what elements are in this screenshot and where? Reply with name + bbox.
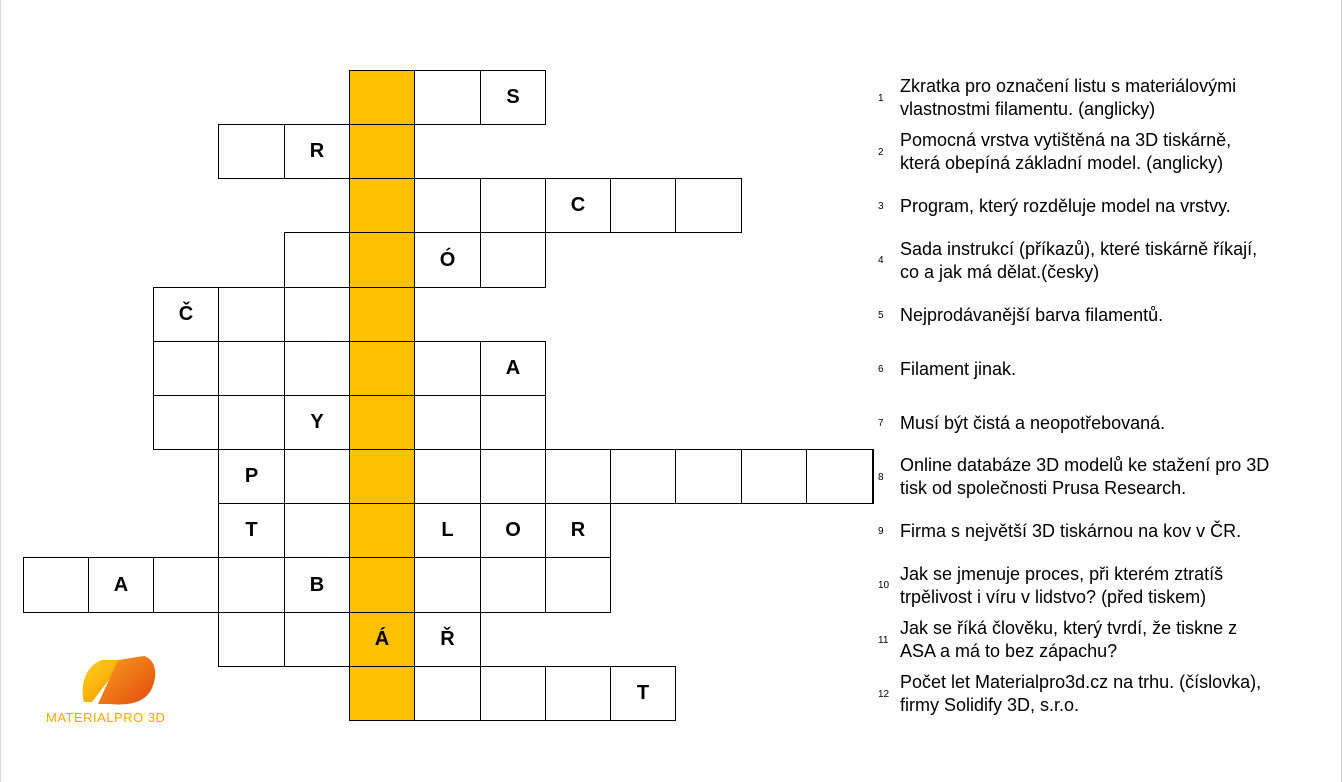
crossword-cell[interactable]	[480, 178, 546, 233]
crossword-cell[interactable]: B	[284, 557, 350, 613]
crossword-cell[interactable]	[284, 287, 350, 342]
crossword-cell[interactable]: Ó	[414, 232, 481, 288]
clue-number: 9	[878, 525, 884, 537]
clue-item	[878, 71, 1318, 125]
crossword-cell[interactable]	[414, 341, 481, 396]
clue-text: Zkratka pro označení listu s materiálovými vlastnostmi filamentu. (anglicky)	[900, 76, 1237, 119]
crossword-cell[interactable]: T	[610, 666, 676, 721]
clue-number: 4	[878, 255, 884, 266]
clue-number: 12	[878, 688, 890, 700]
crossword-cell[interactable]	[545, 557, 611, 613]
crossword-cell[interactable]	[480, 449, 546, 504]
clue-item	[878, 288, 1318, 342]
clue-item	[878, 504, 1318, 558]
clue-text: Musí být čistá a neopotřebovaná.	[900, 412, 1166, 433]
crossword-cell[interactable]: O	[480, 503, 546, 558]
crossword-cell[interactable]: L	[414, 503, 481, 558]
crossword-cell[interactable]	[872, 449, 874, 504]
clue-text: Jak se říká člověku, který tvrdí, že tiskne z ASA a má to bez zápachu?	[900, 618, 1238, 661]
crossword-cell[interactable]	[480, 395, 546, 450]
crossword-cell[interactable]	[480, 232, 546, 288]
crossword-cell[interactable]	[480, 666, 546, 721]
crossword-cell[interactable]	[741, 449, 807, 504]
crossword-cell[interactable]	[218, 557, 285, 613]
crossword-cell[interactable]: C	[545, 178, 611, 233]
crossword-cell[interactable]: A	[88, 557, 154, 613]
crossword-cell[interactable]	[414, 449, 481, 504]
clue-text: Online databáze 3D modelů ke stažení pro 3D tisk od společnosti Prusa Research.	[900, 455, 1270, 498]
crossword-cell[interactable]	[23, 557, 89, 613]
clue-item	[878, 450, 1318, 504]
crossword-cell[interactable]	[349, 70, 415, 125]
clue-text: Sada instrukcí (příkazů), které tiskárně říkají, co a jak má dělat.(česky)	[900, 238, 1258, 282]
clue-text: Firma s největší 3D tiskárnou na kov v ČR.	[900, 520, 1242, 541]
clue-item	[878, 559, 1318, 613]
crossword-cell[interactable]	[414, 666, 481, 721]
crossword-cell[interactable]	[284, 232, 350, 288]
clue-item	[878, 396, 1318, 450]
crossword-cell[interactable]: P	[218, 449, 285, 504]
crossword-cell[interactable]	[218, 287, 285, 342]
clue-number: 10	[878, 580, 890, 591]
clue-item	[878, 179, 1318, 233]
crossword-cell[interactable]	[349, 557, 415, 613]
clue-item	[878, 342, 1318, 396]
logo-mark-icon	[78, 652, 158, 708]
crossword-cell[interactable]: A	[480, 341, 546, 396]
crossword-cell[interactable]: R	[545, 503, 611, 558]
crossword-cell[interactable]: Ř	[414, 612, 481, 667]
crossword-cell[interactable]	[218, 395, 285, 450]
clue-text: Filament jinak.	[900, 358, 1017, 379]
crossword-cell[interactable]	[349, 341, 415, 396]
clue-item	[878, 667, 1318, 721]
crossword-cell[interactable]: S	[480, 70, 546, 125]
crossword-cell[interactable]	[284, 449, 350, 504]
crossword-cell[interactable]	[414, 70, 481, 125]
crossword-cell[interactable]: T	[218, 503, 285, 558]
crossword-cell[interactable]	[675, 449, 742, 504]
crossword-cell[interactable]: Y	[284, 395, 350, 450]
crossword-cell[interactable]	[545, 449, 611, 504]
crossword-cell[interactable]	[153, 395, 219, 450]
clue-number: 5	[878, 309, 884, 321]
crossword-cell[interactable]: R	[284, 124, 350, 179]
clue-item	[878, 613, 1318, 667]
crossword-cell[interactable]	[610, 178, 676, 233]
crossword-cell[interactable]	[284, 341, 350, 396]
crossword-cell[interactable]	[284, 612, 350, 667]
crossword-cell[interactable]	[610, 449, 676, 504]
logo-wordmark: MATERIALPRO 3D	[46, 710, 166, 725]
clue-text: Program, který rozděluje model na vrstvy.	[900, 195, 1231, 216]
clue-number: 1	[878, 92, 884, 104]
clue-number: 8	[878, 471, 884, 483]
crossword-cell[interactable]	[480, 557, 546, 613]
crossword-cell[interactable]	[349, 178, 415, 233]
crossword-cell[interactable]: Á	[349, 612, 415, 667]
crossword-cell[interactable]	[349, 666, 415, 721]
crossword-cell[interactable]	[349, 395, 415, 450]
clue-number: 3	[878, 200, 884, 212]
crossword-cell[interactable]	[349, 232, 415, 288]
crossword-cell[interactable]	[218, 612, 285, 667]
clue-text: Jak se jmenuje proces, při kterém ztratíš trpělivost i víru v lidstvo? (před tiskem)	[900, 563, 1224, 607]
crossword-cell[interactable]	[349, 287, 415, 342]
clue-text: Počet let Materialpro3d.cz na trhu. (číslovka), firmy Solidify 3D, s.r.o.	[900, 672, 1262, 715]
crossword-cell[interactable]	[414, 178, 481, 233]
crossword-cell[interactable]	[218, 341, 285, 396]
crossword-cell[interactable]	[153, 341, 219, 396]
crossword-cell[interactable]	[218, 124, 285, 179]
crossword-cell[interactable]	[284, 503, 350, 558]
clue-number: 2	[878, 146, 884, 158]
clue-text: Pomocná vrstva vytištěná na 3D tiskárně, která obepíná základní model. (anglicky)	[900, 130, 1232, 173]
clue-number: 6	[878, 363, 884, 375]
crossword-cell[interactable]	[675, 178, 742, 233]
crossword-cell[interactable]	[414, 557, 481, 613]
materialpro-logo	[40, 652, 210, 732]
crossword-cell[interactable]	[153, 557, 219, 613]
clue-number: 7	[878, 417, 884, 429]
crossword-cell[interactable]	[414, 395, 481, 450]
clue-item	[878, 125, 1318, 179]
clue-text: Nejprodávanější barva filamentů.	[900, 304, 1164, 325]
crossword-cell[interactable]	[349, 503, 415, 558]
clue-item	[878, 234, 1318, 288]
crossword-cell[interactable]: Č	[153, 287, 219, 342]
crossword-cell[interactable]	[349, 449, 415, 504]
crossword-cell[interactable]	[545, 666, 611, 721]
crossword-cell[interactable]	[806, 449, 873, 504]
crossword-cell[interactable]	[349, 124, 415, 179]
clue-number: 11	[878, 634, 889, 646]
